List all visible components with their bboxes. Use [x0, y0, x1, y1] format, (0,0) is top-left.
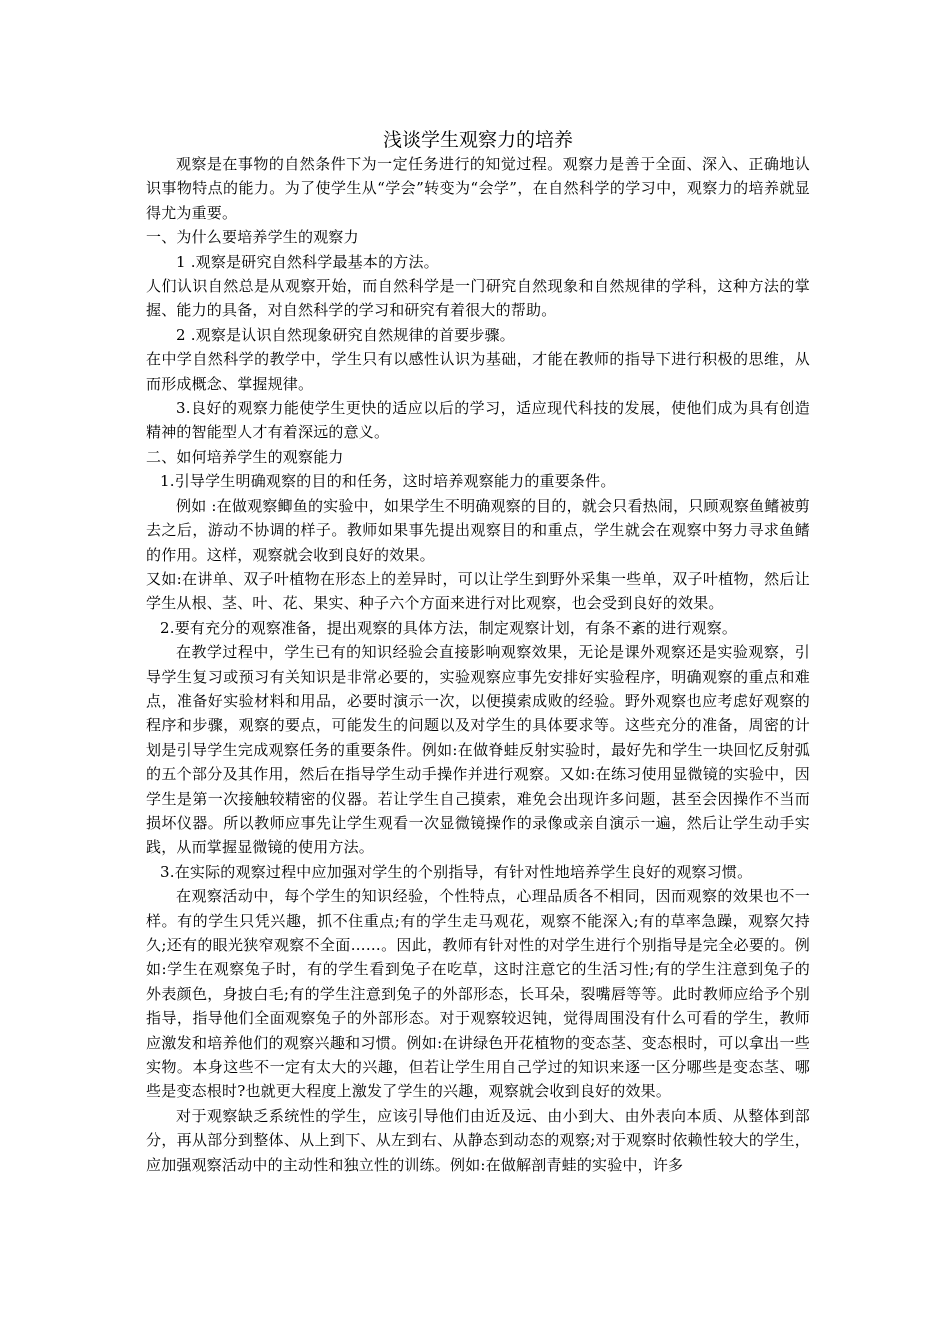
paragraph: 2 .观察是认识自然现象研究自然规律的首要步骤。: [176, 325, 515, 344]
paragraph: 1 .观察是研究自然科学最基本的方法。: [176, 252, 439, 271]
paragraph: 对于观察缺乏系统性的学生，应该引导他们由近及远、由小到大、由外表向本质、从整体到部分，再从部分到整体、从上到下、从左到右、从静态到动态的观察;对于观察时依赖性较大的学生，应加强观察活动中的主动性和独立性的训练。例如:在做解剖青蛙的实验中，许多: [146, 1106, 810, 1174]
paragraph: 观察是在事物的自然条件下为一定任务进行的知觉过程。观察力是善于全面、深入、正确地认识事物特点的能力。为了使学生从“学会”转变为“会学”，在自然科学的学习中，观察力的培养就显得尤为重要。: [146, 155, 810, 222]
paragraph: 在观察活动中，每个学生的知识经验，个性特点，心理品质各不相同，因而观察的效果也不一样。有的学生只凭兴趣，抓不住重点;有的学生走马观花，观察不能深入;有的草率急躁，观察欠持久;还有的眼光狭窄观察不全面……。因此，教师有针对性的对学生进行个别指导是完全必要的。例如:学生在观察兔子时，有的学生看到兔子在吃草，这时注意它的生活习性;有的学生注意到兔子的外表颜色，身披白毛;有的学生注意到兔子的外部形态，长耳朵，裂嘴唇等等。此时教师应给予个别指导，指导他们全面观察兔子的外部形态。对于观察较迟钝，觉得周围没有什么可看的学生，教师应激发和培养他们的观察兴趣和习惯。例如:在讲绿色开花植物的变态茎、变态根时，可以拿出一些实物。本身这些不一定有太大的兴趣，但若让学生用自己学过的知识来逐一区分哪些是变态茎、哪些是变态根时?也就更大程度上激发了学生的兴趣，观察就会收到良好的效果。: [146, 887, 810, 1101]
paragraph: 在教学过程中，学生已有的知识经验会直接影响观察效果，无论是课外观察还是实验观察，引导学生复习或预习有关知识是非常必要的，实验观察应事先安排好实验程序，明确观察的重点和难点，准备好实验材料和用品，必要时演示一次，以便摸索成败的经验。野外观察也应考虑好观察的程序和步骤，观察的要点，可能发生的问题以及对学生的具体要求等。这些充分的准备，周密的计划是引导学生完成观察任务的重要条件。例如:在做脊蛙反射实验时，最好先和学生一块回忆反射弧的五个部分及其作用，然后在指导学生动手操作并进行观察。又如:在练习使用显微镜的实验中，因学生是第一次接触较精密的仪器。若让学生自己摸索，难免会出现许多问题，甚至会因操作不当而损坏仪器。所以教师应事先让学生观看一次显微镜操作的录像或亲自演示一遍，然后让学生动手实践，从而掌握显微镜的使用方法。: [146, 643, 810, 857]
paragraph: 3.在实际的观察过程中应加强对学生的个别指导，有针对性地培养学生良好的观察习惯。: [160, 862, 753, 881]
section-heading: 一、为什么要培养学生的观察力: [146, 228, 359, 247]
paragraph: 例如 :在做观察鲫鱼的实验中，如果学生不明确观察的目的，就会只看热闹，只顾观察鱼鳍被剪去之后，游动不协调的样子。教师如果事先提出观察目的和重点，学生就会在观察中努力寻求鱼鳍的作用。这样，观察就会收到良好的效果。: [146, 496, 810, 564]
paragraph: 人们认识自然总是从观察开始，而自然科学是一门研究自然现象和自然规律的学科，这种方法的掌握、能力的具备，对自然科学的学习和研究有着很大的帮助。: [146, 277, 810, 320]
paragraph: 又如:在讲单、双子叶植物在形态上的差异时，可以让学生到野外采集一些单，双子叶植物，然后让学生从根、茎、叶、花、果实、种子六个方面来进行对比观察，也会受到良好的效果。: [146, 569, 810, 613]
document-title: 浅谈学生观察力的培养: [382, 129, 573, 151]
paragraph: 2.要有充分的观察准备，提出观察的具体方法，制定观察计划，有条不紊的进行观察。: [160, 618, 738, 637]
section-heading: 二、如何培养学生的观察能力: [146, 447, 344, 466]
paragraph: 3.良好的观察力能使学生更快的适应以后的学习，适应现代科技的发展，使他们成为具有创造精神的智能型人才有着深远的意义。: [146, 399, 810, 442]
document-body: [146, 152, 810, 1177]
paragraph: 1.引导学生明确观察的目的和任务，这时培养观察能力的重要条件。: [160, 472, 616, 491]
paragraph: 在中学自然科学的教学中，学生只有以感性认识为基础，才能在教师的指导下进行积极的思维，从而形成概念、掌握规律。: [146, 350, 810, 393]
